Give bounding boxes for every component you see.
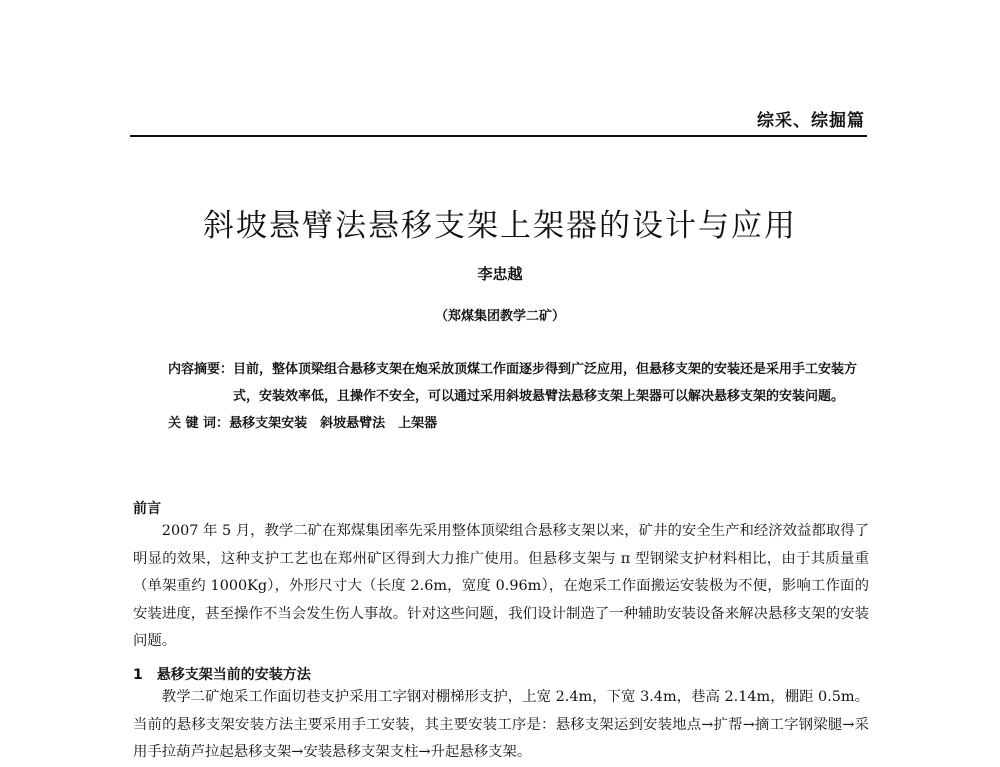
abstract-label: 内容摘要： [168,362,234,377]
author-name: 李忠越 [477,265,523,283]
abstract-text: 目前，整体顶梁组合悬移支架在炮采放顶煤工作面逐步得到广泛应用，但悬移支架的安装还是采用手工安装方式，安装效率低，且操作不安全，可以通过采用斜坡悬臂法悬移支架上架器可以解决悬移支架的安装问题。 [233,362,858,404]
paper-title: 斜坡悬臂法悬移支架上架器的设计与应用 [203,208,797,244]
header-rule [130,135,867,137]
preface-heading: 前言 [133,501,161,517]
journal-section-label: 综采、综掘篇 [757,111,865,131]
keywords-row [168,410,868,437]
keywords-label: 关 键 词： [168,416,230,431]
preface-paragraph: 2007 年 5 月，教学二矿在郑煤集团率先采用整体顶梁组合悬移支架以来，矿井的安全生产和经济效益都取得了明显的效果，这种支护工艺也在郑州矿区得到大力推广使用。但悬移支架与 π 型钢梁支护材料相比，由于其质量重（单架重约 1000Kg），外形尺寸大（长度 2.6m，宽度 0.96m），在炮采工作面搬运安装极为不便，影响工作面的安装进度，甚至操作不当会发生伤人事故。针对这些问题，我们设计制造了一种辅助安装设备来解决悬移支架的安装问题。 [133,523,869,649]
section-1-paragraph: 教学二矿炮采工作面切巷支护采用工字钢对棚梯形支护，上宽 2.4m，下宽 3.4m，巷高 2.14m，棚距 0.5m。当前的悬移支架安装方法主要采用手工安装，其主要安装工序是：悬移支架运到安装地点→扩帮→摘工字钢梁腿→采用手拉葫芦拉起悬移支架→安装悬移支架支柱→升起悬移支架。 [133,689,869,760]
author-affiliation: （郑煤集团教学二矿） [434,309,565,324]
abstract-block [168,356,868,437]
abstract-row [168,356,868,410]
keywords-text: 悬移支架安装 斜坡悬臂法 上架器 [229,416,438,431]
section-1-heading: 1 悬移支架当前的安装方法 [133,667,311,683]
